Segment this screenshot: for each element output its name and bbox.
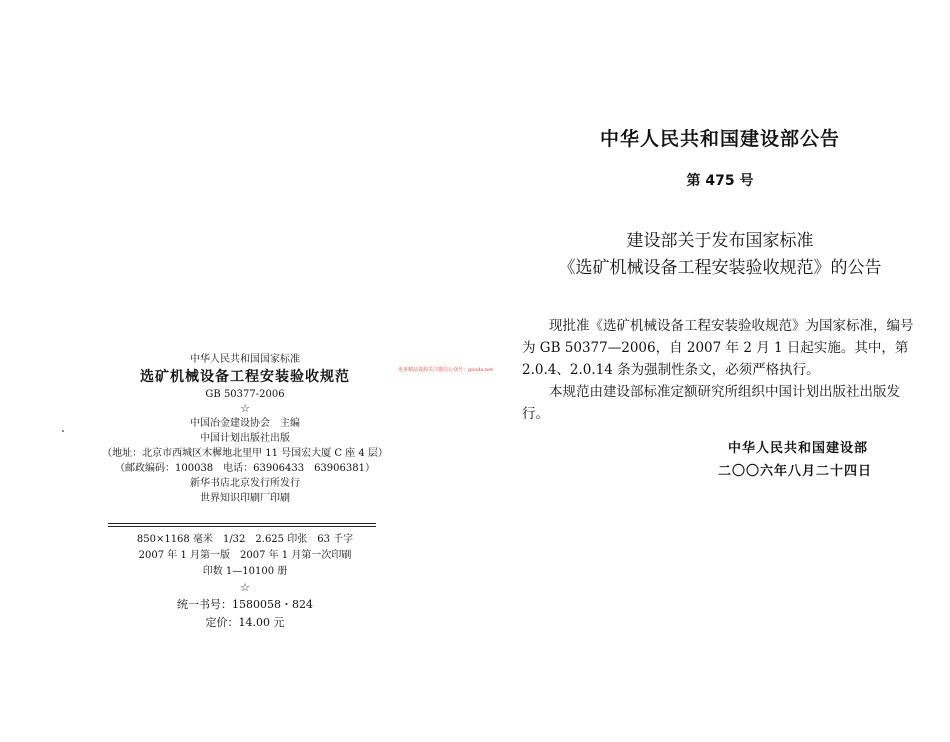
colophon-block	[100, 352, 390, 506]
announcement-number: 第 475 号	[686, 173, 754, 189]
body-paragraph-2: 本规范由建设部标准定额研究所组织中国计划出版社出版发行。	[522, 384, 900, 422]
publisher-line: 中国计划出版社出版	[200, 433, 290, 444]
publication-info	[100, 532, 390, 632]
postal-line: （邮政编码：100038 电话：63906433 63906381）	[115, 463, 375, 474]
announcement-page	[490, 0, 950, 742]
standard-code: GB 50377-2006	[205, 389, 285, 400]
distributor-line: 新华书店北京发行所发行	[190, 478, 300, 489]
address-line: （地址：北京市西城区木樨地北里甲 11 号国宏大厦 C 座 4 层）	[102, 448, 388, 459]
divider-rule-secondary	[108, 526, 376, 527]
printer-line: 世界知识印刷厂印刷	[200, 493, 290, 504]
heading-line-2: 《选矿机械设备工程安装验收规范》的公告	[558, 258, 882, 278]
heading-line-1: 建设部关于发布国家标准	[626, 231, 814, 251]
star-icon: ☆	[240, 581, 250, 594]
unified-number: 统一书号：1580058・824	[177, 598, 313, 611]
format-line: 850×1168 毫米 1/32 2.625 印张 63 千字	[136, 534, 354, 545]
announcement-title: 中华人民共和国建设部公告	[599, 128, 840, 150]
standard-line: 中华人民共和国国家标准	[190, 354, 300, 365]
watermark-text: 更多精品资源关注微信公众号：gooda.net	[398, 367, 494, 373]
divider-rule	[108, 523, 376, 524]
announcement-date: 二〇〇六年八月二十四日	[718, 464, 873, 479]
book-title: 选矿机械设备工程安装验收规范	[140, 369, 350, 385]
editor-line: 中国冶金建设协会 主编	[190, 418, 300, 429]
price: 定价：14.00 元	[205, 616, 285, 629]
star-icon: ☆	[240, 402, 250, 415]
edition-line: 2007 年 1 月第一版 2007 年 1 月第一次印刷	[138, 550, 352, 561]
signer: 中华人民共和国建设部	[728, 441, 869, 456]
print-run-line: 印数 1—10100 册	[202, 566, 288, 577]
announcement-heading	[490, 228, 950, 282]
scan-speck	[62, 430, 64, 432]
announcement-body	[522, 315, 922, 425]
body-paragraph-1: 现批准《选矿机械设备工程安装验收规范》为国家标准，编号为 GB 50377—2006，自 2007 年 2 月 1 日起实施。其中，第 2.0.4、2.0.14 条为强制性条文，必须严格执行。	[522, 318, 914, 378]
